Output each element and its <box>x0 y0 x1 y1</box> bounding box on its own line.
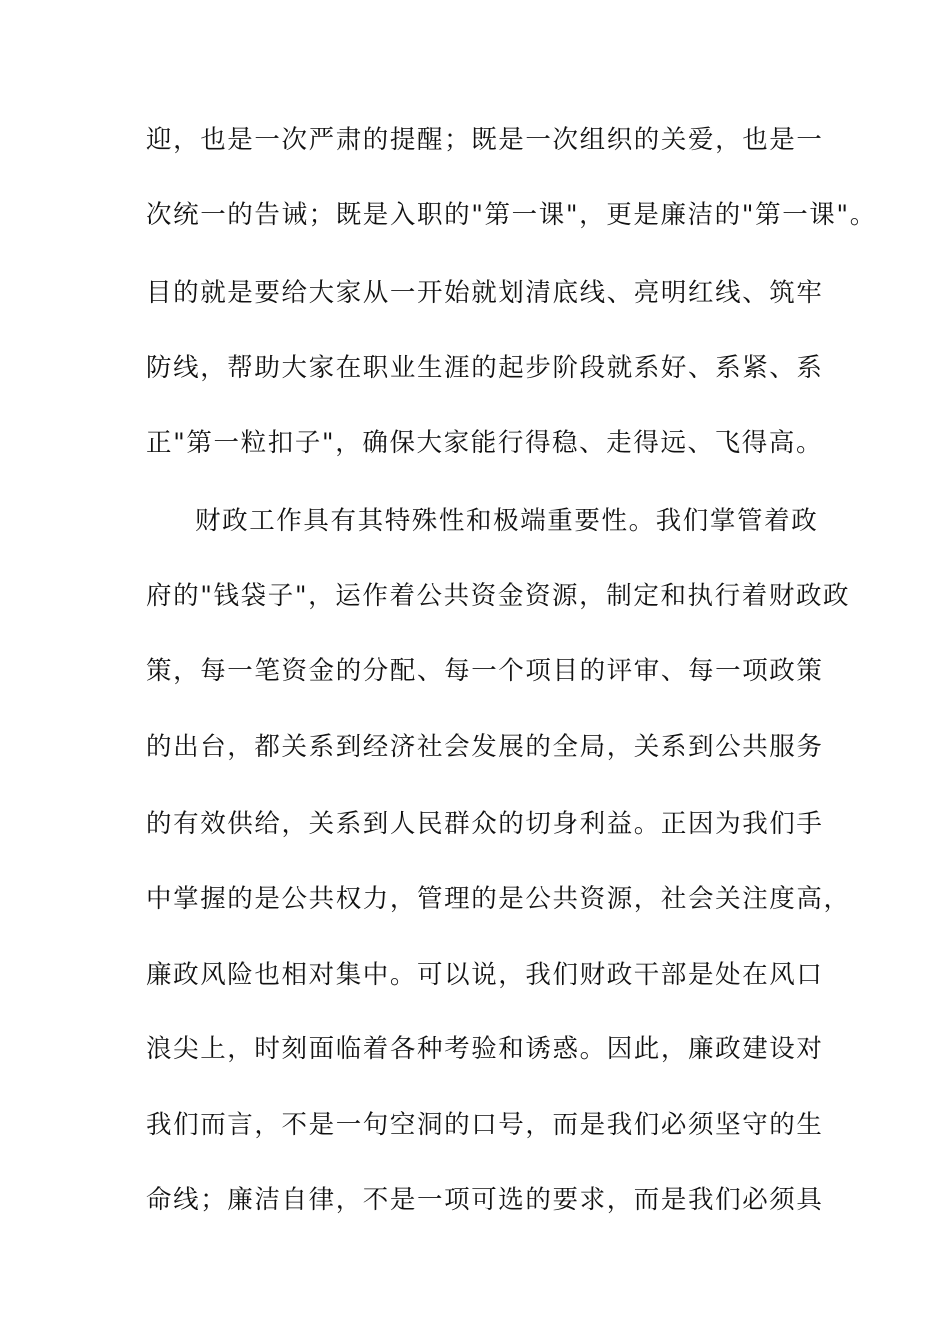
text-line: 命线；廉洁自律，不是一项可选的要求，而是我们必须具 <box>146 1185 824 1215</box>
text-line: 我们而言，不是一句空洞的口号，而是我们必须坚守的生 <box>146 1110 824 1140</box>
text-line: 策，每一笔资金的分配、每一个项目的评审、每一项政策 <box>146 656 824 686</box>
text-line: 府的"钱袋子"，运作着公共资金资源，制定和执行着财政政 <box>146 581 851 611</box>
text-line: 防线，帮助大家在职业生涯的起步阶段就系好、系紧、系 <box>146 353 824 383</box>
text-line: 迎，也是一次严肃的提醒；既是一次组织的关爱，也是一 <box>146 125 824 155</box>
text-line: 的出台，都关系到经济社会发展的全局，关系到公共服务 <box>146 732 824 762</box>
text-line: 次统一的告诫；既是入职的"第一课"，更是廉洁的"第一课"。 <box>146 200 877 230</box>
text-line: 浪尖上，时刻面临着各种考验和诱惑。因此，廉政建设对 <box>146 1034 824 1064</box>
text-line: 的有效供给，关系到人民群众的切身利益。正因为我们手 <box>146 809 824 839</box>
text-line: 目的就是要给大家从一开始就划清底线、亮明红线、筑牢 <box>146 278 824 308</box>
text-line: 正"第一粒扣子"，确保大家能行得稳、走得远、飞得高。 <box>146 428 824 458</box>
text-line: 中掌握的是公共权力，管理的是公共资源，社会关注度高， <box>146 884 851 914</box>
text-line: 廉政风险也相对集中。可以说，我们财政干部是处在风口 <box>146 960 824 990</box>
paragraph-first-line: 财政工作具有其特殊性和极端重要性。我们掌管着政 <box>195 506 819 536</box>
